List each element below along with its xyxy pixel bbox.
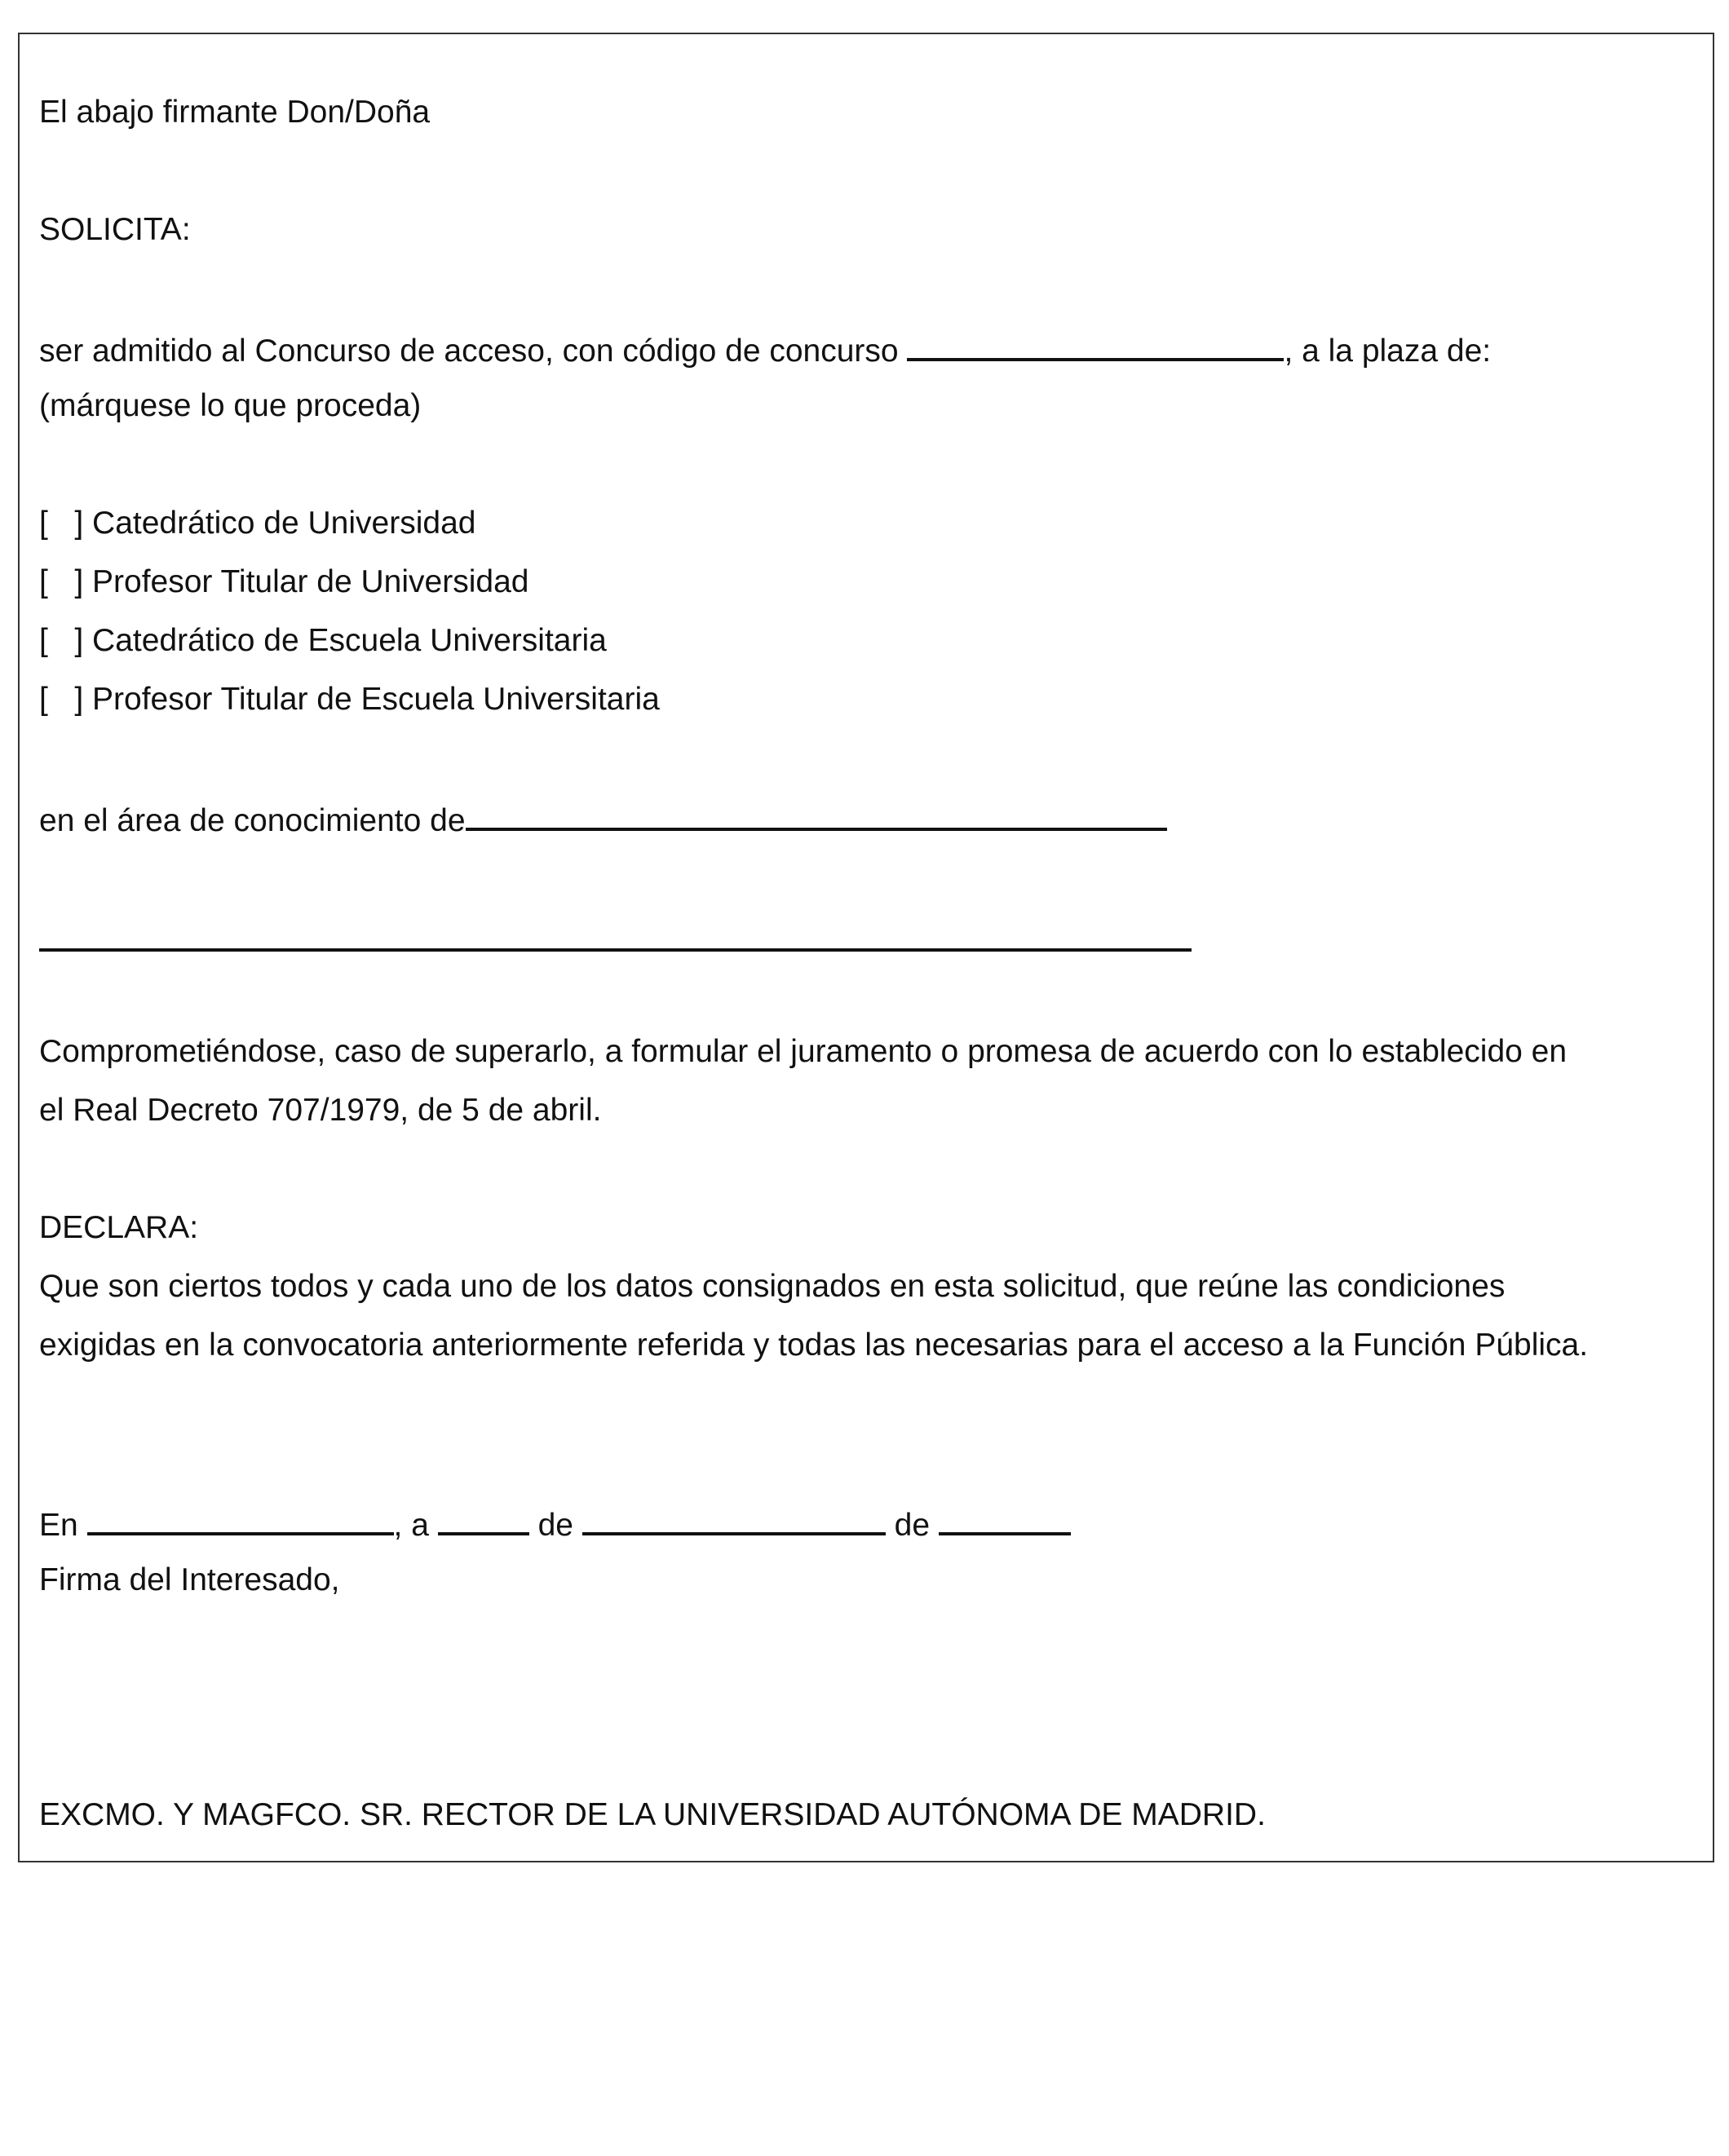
date-a-label: , a [393, 1508, 438, 1543]
position-label: Profesor Titular de Universidad [92, 564, 529, 599]
position-checkbox[interactable]: [ ] [39, 682, 84, 717]
position-label: Catedrático de Escuela Universitaria [92, 623, 607, 658]
place-field[interactable] [87, 1503, 394, 1535]
position-option [39, 622, 607, 660]
request-suffix: , a la plaza de: [1284, 334, 1492, 369]
intro-text: El abajo firmante Don/Doña [39, 95, 431, 130]
day-field[interactable] [438, 1503, 529, 1535]
date-de-label: de [528, 1508, 582, 1543]
position-checkbox[interactable]: [ ] [39, 623, 84, 658]
request-line [39, 329, 1491, 370]
date-en-label: En [39, 1508, 87, 1543]
position-checkbox[interactable]: [ ] [39, 564, 84, 599]
signature-label: Firma del Interesado, [39, 1562, 340, 1597]
position-option [39, 505, 475, 542]
position-option [39, 681, 660, 718]
request-prefix: ser admitido al Concurso de acceso, con código de concurso [39, 334, 908, 369]
month-field[interactable] [582, 1503, 886, 1535]
date-de-label: de [885, 1508, 939, 1543]
mark-note: (márquese lo que proceda) [39, 388, 422, 423]
area-line [39, 798, 1167, 840]
position-option [39, 563, 528, 601]
date-line [39, 1503, 1071, 1544]
position-label: Catedrático de Universidad [92, 506, 476, 541]
position-label: Profesor Titular de Escuela Universitaria [92, 682, 660, 717]
declara-heading: DECLARA: [39, 1210, 199, 1245]
addressee: EXCMO. Y MAGFCO. SR. RECTOR DE LA UNIVERSIDAD AUTÓNOMA DE MADRID. [39, 1797, 1266, 1832]
area-label: en el área de conocimiento de [39, 803, 466, 838]
declaration-text-line: exigidas en la convocatoria anteriormente referida y todas las necesarias para el acceso a la Función Pública. [39, 1328, 1589, 1363]
position-checkbox[interactable]: [ ] [39, 506, 84, 541]
contest-code-field[interactable] [907, 329, 1284, 361]
solicita-heading: SOLICITA: [39, 212, 191, 247]
year-field[interactable] [939, 1503, 1071, 1535]
knowledge-area-field-continued[interactable] [39, 948, 1192, 952]
knowledge-area-field[interactable] [466, 798, 1167, 831]
commitment-text-line: el Real Decreto 707/1979, de 5 de abril. [39, 1093, 602, 1128]
declaration-text-line: Que son ciertos todos y cada uno de los datos consignados en esta solicitud, que reúne las condiciones [39, 1269, 1506, 1304]
commitment-text-line: Comprometiéndose, caso de superarlo, a formular el juramento o promesa de acuerdo con lo establecido en [39, 1034, 1568, 1069]
